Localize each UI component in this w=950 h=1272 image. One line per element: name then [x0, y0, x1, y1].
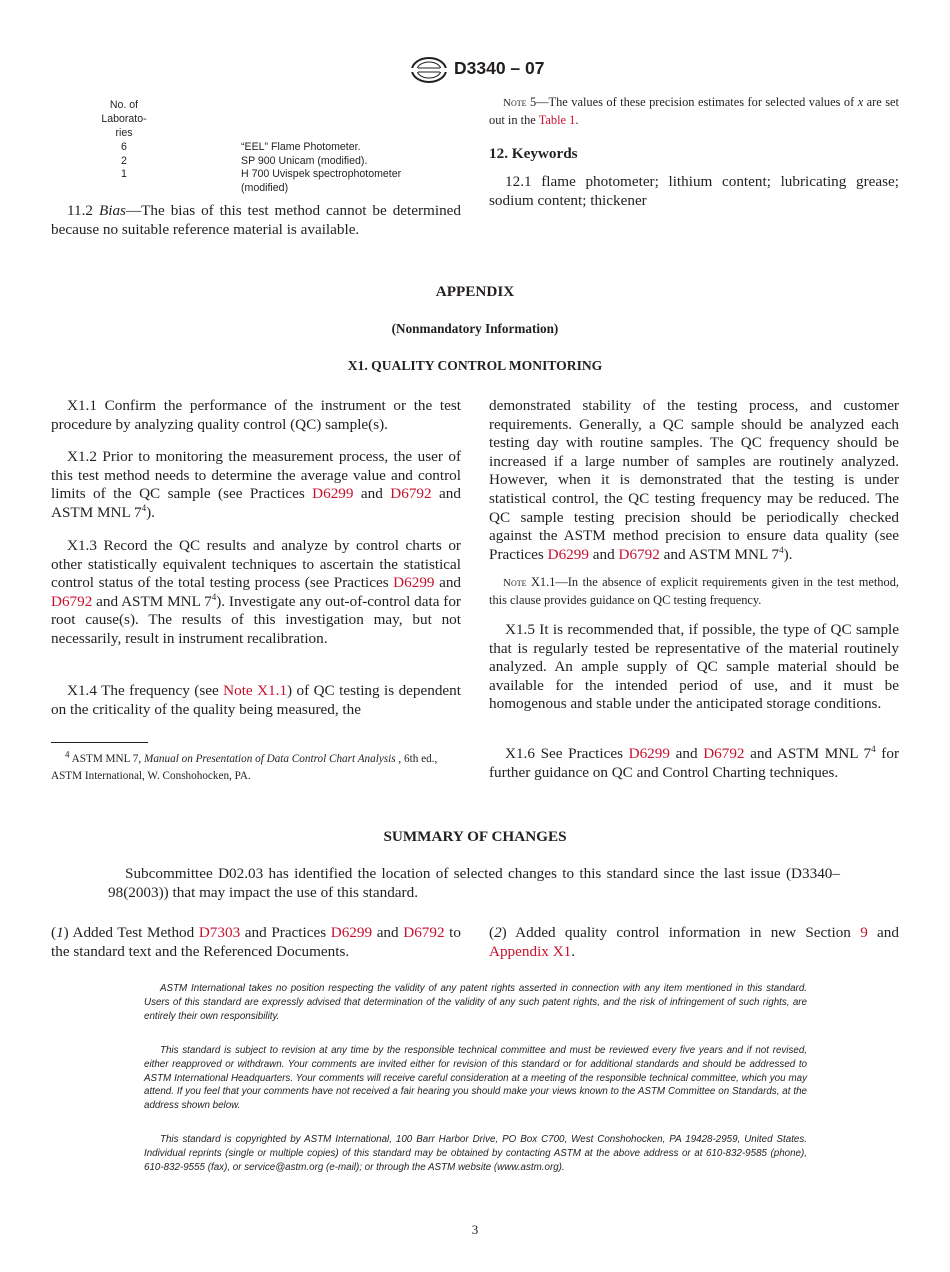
change-2: (2) Added quality control information in new Section 9 and Appendix X1.	[489, 924, 899, 960]
d6299-link[interactable]: D6299	[628, 745, 670, 762]
note-x1-1-link[interactable]: Note X1.1	[223, 682, 288, 699]
paragraph-x1-1: X1.1 Confirm the performance of the instrument or the test procedure by analyzing quality control (QC) sample(s).	[51, 397, 462, 433]
paragraph-x1-3: X1.3 Record the QC results and analyze by control charts or other statistically equivalent techniques to ascertain the statistical control status of the total testing process (see Practices D6299 and D6792 and ASTM MNL $7^4$). Investigate any out-of-control data for root cause(s). The results of this investigation may, but not necessarily, result in instrument recalibration.	[51, 537, 462, 647]
d6792-link[interactable]: D6792	[618, 545, 660, 563]
summary-intro: Subcommittee D02.03 has identified the location of selected changes to this standard since the last issue (D3340–98(2003)) that may impact the use of this standard.	[108, 865, 840, 901]
legal-patent-notice: ASTM International takes no position respecting the validity of any patent rights asserted in connection with any item mentioned in this standard. Users of this standard are expressly advised that determination of the validity of any such patent rights, and the risk of infringement of such rights, are entirely their own responsibility.	[144, 983, 807, 1022]
paragraph-x1-4: X1.4 The frequency (see Note X1.1) of QC testing is dependent on the criticality of the quality being measured, the	[51, 682, 461, 718]
d7303-link[interactable]: D7303	[198, 924, 241, 941]
legal-revision-notice: This standard is subject to revision at any time by the responsible technical committee and must be reviewed every five years and if not revised, either reapproved or withdrawn. Your comments are invited either for revision of this standard or for additional standards and should be addressed to ASTM International Headquarters. Your comments will receive careful consideration at a meeting of the responsible technical committee, which you may attend. If you feel that your comments have not received a fair hearing you should make your views known to the ASTM Committee on Standards, at the address shown below.	[144, 1045, 807, 1112]
paragraph-x1-5: X1.5 It is recommended that, if possible, the type of QC sample that is regularly tested be representative of the material routinely analyzed. An ample supply of QC sample material should be available for the intended period of use, and it must be homogenous and stable under the anticipated storage conditions.	[489, 621, 900, 713]
change-1: (1) Added Test Method D7303 and Practices D6299 and D6792 to the standard text and the Referenced Documents.	[51, 924, 461, 960]
summary-heading: SUMMARY OF CHANGES	[383, 828, 567, 845]
d6792-link[interactable]: D6792	[403, 924, 445, 941]
lab-table-header: No. of Laborato- ries	[101, 99, 147, 139]
page-number: 3	[471, 1222, 479, 1237]
keywords-paragraph: 12.1 flame photometer; lithium content; lubricating grease; sodium content; thickener	[489, 173, 900, 209]
note-x1-1: Note X1.1—In the absence of explicit requirements given in the test method, this clause provides guidance on QC testing frequency.	[489, 575, 899, 607]
standard-designation: D3340 – 07	[454, 58, 545, 78]
d6299-link[interactable]: D6299	[330, 924, 373, 941]
d6792-link[interactable]: D6792	[390, 485, 432, 503]
paragraph-x1-2: X1.2 Prior to monitoring the measurement process, the user of this test method needs to determine the average value and control limits of the QC sample (see Practices D6299 and D6792 and ASTM MNL $7^4$).	[51, 448, 462, 521]
page-header	[0, 56, 950, 86]
section-9-link[interactable]: 9	[860, 924, 868, 941]
footnote-4: $^4$ ASTM MNL 7, Manual on Presentation of Data Control Chart Analysis , 6th ed., ASTM International, W. Conshohocken, PA.	[51, 749, 438, 782]
appendix-subtitle: (Nonmandatory Information)	[391, 321, 559, 336]
d6299-link[interactable]: D6299	[312, 485, 354, 503]
d6792-link[interactable]: D6792	[703, 745, 745, 762]
note-5: Note 5—The values of these precision estimates for selected values of x are set out in the Table 1.	[489, 95, 899, 127]
paragraph-x1-4-continued: demonstrated stability of the testing process, and customer requirements. Generally, a QC sample should be analyzed each testing day with routine samples. The QC frequency should be increased if a large number of samples are routinely analyzed. However, when it is demonstrated that the testing is under statistical control, the QC testing frequency may be reduced. The QC sample testing precision should be periodically checked against the ASTM method precision to ensure data quality (see Practices D6299 and D6792 and ASTM MNL $7^4$).	[489, 397, 899, 563]
appendix-section-title: X1. QUALITY CONTROL MONITORING	[347, 358, 603, 373]
keywords-heading: 12. Keywords	[489, 145, 578, 162]
d6299-link[interactable]: D6299	[393, 574, 435, 592]
paragraph-x1-6: X1.6 See Practices D6299 and D6792 and ASTM MNL $7^4$ for further guidance on QC and Control Charting techniques.	[489, 743, 900, 781]
appendix-x1-link[interactable]: Appendix X1	[489, 942, 572, 960]
footnote-rule	[51, 742, 148, 743]
d6792-link[interactable]: D6792	[51, 592, 93, 610]
legal-copyright-notice: This standard is copyrighted by ASTM International, 100 Barr Harbor Drive, PO Box C700, West Conshohocken, PA 19428-2959, United States. Individual reprints (single or multiple copies) of this standard may be obtained by contacting ASTM at the above address or at 610-832-9585 (phone), 610-832-9555 (fax), or service@astm.org (e-mail); or through the ASTM website (www.astm.org).	[144, 1134, 807, 1173]
appendix-title: APPENDIX	[435, 283, 515, 300]
bias-paragraph: 11.2 Bias—The bias of this test method cannot be determined because no suitable reference material is available.	[51, 202, 462, 238]
d6299-link[interactable]: D6299	[547, 545, 589, 563]
table-1-link[interactable]: Table 1	[538, 113, 576, 127]
astm-logo-icon	[409, 56, 449, 84]
